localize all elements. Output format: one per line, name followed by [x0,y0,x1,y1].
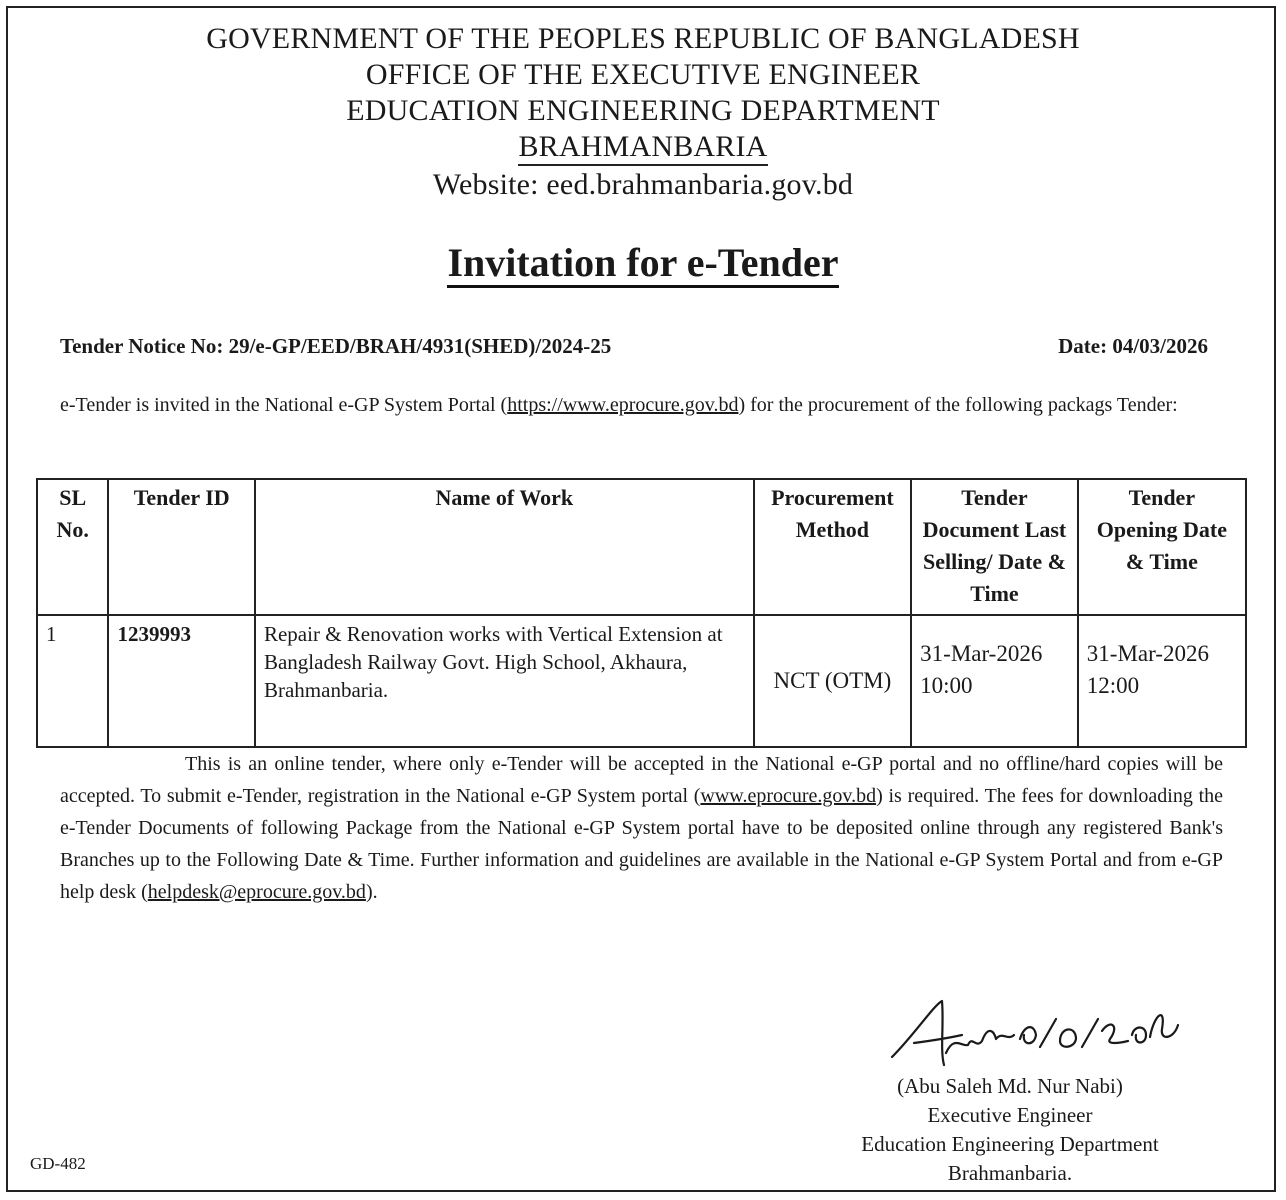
page-title-text: Invitation for e-Tender [447,240,838,288]
footer-code: GD-482 [30,1154,86,1173]
table-header-row [37,479,1246,615]
col-header-tender-id: Tender ID [108,479,255,615]
col-header-opening: Tender Opening Date & Time [1078,479,1246,615]
instructions-paragraph [60,748,1223,908]
intro-after: ) for the procurement of the following packags Tender: [738,394,1178,416]
header-office: OFFICE OF THE EXECUTIVE ENGINEER [365,58,921,91]
para-part3: ). [365,881,378,903]
cell-procurement-method: NCT (OTM) [754,615,912,747]
col-header-name-of-work: Name of Work [255,479,754,615]
eprocure-www-link[interactable]: www.eprocure.gov.bd [700,785,877,807]
cell-sl: 1 [37,615,108,747]
signatory-department: Education Engineering Department [861,1132,1159,1156]
table-row [37,615,1246,747]
intro-before: e-Tender is invited in the National e-GP System Portal ( [60,394,508,416]
tender-table [36,478,1247,748]
signatory-block [840,1072,1180,1188]
tender-notice-number: Tender Notice No: 29/e-GP/EED/BRAH/4931(SHED)/2024-25 [60,334,612,358]
header-district-text: BRAHMANBARIA [518,130,767,166]
helpdesk-email-link[interactable]: helpdesk@eprocure.gov.bd [147,881,366,903]
page-title [0,238,1286,288]
cell-name-of-work: Repair & Renovation works with Vertical Extension at Bangladesh Railway Govt. High School, Akhaura, Brahmanbaria. [255,615,754,747]
signatory-location: Brahmanbaria. [947,1161,1073,1185]
intro-text [60,390,1180,420]
header-government: GOVERNMENT OF THE PEOPLES REPUBLIC OF BANGLADESH [206,22,1080,55]
cell-last-selling: 31-Mar-2026 10:00 [911,615,1078,747]
signatory-designation: Executive Engineer [927,1103,1093,1127]
col-header-sl: SL No. [37,479,108,615]
para-part1: This is an online tender, where only e-Tender will be accepted in the National e-GP portal and no offline/hard copies will be accepted. To submit e-Tender, registration in the National e-GP System portal ( [60,753,1223,807]
cell-tender-id: 1239993 [108,615,255,747]
header-district [0,130,1286,164]
col-header-procurement-method: Procurement Method [754,479,912,615]
tender-notice-date: Date: 04/03/2026 [1058,334,1208,358]
cell-opening: 31-Mar-2026 12:00 [1078,615,1246,747]
header-website: Website: eed.brahmanbaria.gov.bd [432,168,854,201]
eprocure-link[interactable]: https://www.eprocure.gov.bd [507,394,739,416]
header-department: EDUCATION ENGINEERING DEPARTMENT [346,94,940,127]
para-part2: ) is required. The fees for downloading the e-Tender Documents of following Package from the National e-GP System portal have to be deposited online through any registered Bank's Branches up to the Following Date & Time. Further information and guidelines are available in the National e-GP System Portal and from e-GP help desk ( [60,785,1223,903]
col-header-last-selling: Tender Document Last Selling/ Date & Time [911,479,1078,615]
signatory-name: (Abu Saleh Md. Nur Nabi) [897,1074,1123,1098]
